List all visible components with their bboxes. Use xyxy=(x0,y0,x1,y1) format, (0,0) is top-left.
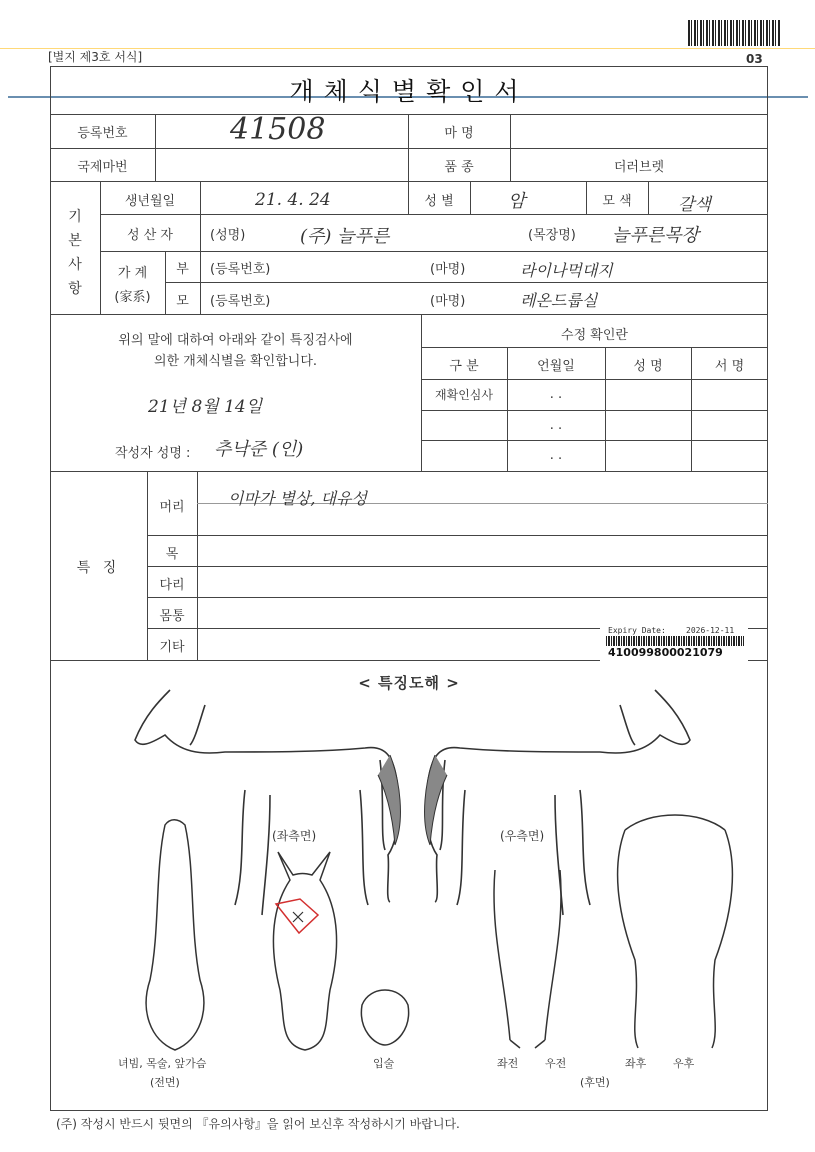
features-section-label: 특 징 xyxy=(76,560,121,576)
dam-reg-label: (등록번호) xyxy=(210,294,271,309)
dob-value: 21. 4. 24 xyxy=(255,190,331,210)
color-value: 갈색 xyxy=(678,195,711,215)
head-label: 머리 xyxy=(159,500,185,515)
sex-label: 성 별 xyxy=(424,194,454,209)
author-label: 작성자 성명 : xyxy=(115,446,191,461)
dam-name-value: 레온드룹실 xyxy=(520,291,598,310)
col-sign: 서 명 xyxy=(714,359,745,374)
intl-no-label: 국제마번 xyxy=(77,160,128,175)
label-left-side: (좌측면) xyxy=(272,829,317,843)
breed-label: 품 종 xyxy=(444,160,474,175)
horse-name-label: 마 명 xyxy=(444,126,474,141)
row3-date: . . xyxy=(549,448,563,463)
breed-value: 더러브렛 xyxy=(613,160,665,175)
diagram-title: < 특징도해 > xyxy=(358,674,460,692)
label-rear-right: 우후 xyxy=(673,1057,695,1070)
label-rear-view: (후면) xyxy=(580,1076,610,1089)
producer-label: 성 산 자 xyxy=(127,228,173,243)
label-right-side: (우측면) xyxy=(500,829,545,843)
reg-no-label: 등록번호 xyxy=(77,126,128,141)
col-name: 성 명 xyxy=(633,359,663,374)
farm-value: 늘푸른목장 xyxy=(612,225,699,246)
sex-value: 암 xyxy=(508,191,526,212)
lineage-label: 가 계 xyxy=(117,266,148,281)
label-lips: 입술 xyxy=(373,1057,395,1070)
revision-title: 수정 확인란 xyxy=(561,328,628,343)
expiry-value: 2026-12-11 xyxy=(686,626,735,635)
expiry-label: Expiry Date: xyxy=(608,626,666,635)
neck-label: 목 xyxy=(165,547,179,562)
page-title: 개체식별확인서 xyxy=(289,77,529,106)
reg-no-value: 41508 xyxy=(230,112,326,147)
producer-name-label: (성명) xyxy=(210,228,246,243)
row1-date: . . xyxy=(549,387,563,402)
producer-name-value: (주) 늘푸른 xyxy=(300,226,390,247)
lineage-hanja: (家系) xyxy=(114,290,151,305)
author-value: 추낙준 (인) xyxy=(214,439,304,460)
other-label: 기타 xyxy=(159,640,185,655)
head-value: 이마가 별상, 대유성 xyxy=(228,489,367,508)
sticker-code: 410099800021079 xyxy=(608,646,723,659)
color-label: 모 색 xyxy=(602,194,632,209)
sire-reg-label: (등록번호) xyxy=(210,262,271,277)
statement-line1: 위의 말에 대하여 아래와 같이 특징검사에 xyxy=(118,333,353,348)
dam-name-label: (마명) xyxy=(430,294,466,309)
body-label: 몸통 xyxy=(159,609,185,624)
label-front-view: (전면) xyxy=(150,1076,180,1089)
row1-label: 재확인심사 xyxy=(435,388,493,402)
footnote: (주) 작성시 반드시 뒷면의 『유의사항』을 읽어 보신후 작성하시기 바랍니다. xyxy=(56,1117,460,1131)
statement-line2: 의한 개체식별을 확인합니다. xyxy=(153,354,318,369)
page-number: 03 xyxy=(746,52,763,66)
label-rear-left: 좌후 xyxy=(625,1057,647,1070)
label-front-right: 우전 xyxy=(545,1057,567,1070)
row2-date: . . xyxy=(549,418,563,433)
form-label: [별지 제3호 서식] xyxy=(48,50,143,64)
dam-label: 모 xyxy=(176,294,189,309)
col-date: 언월일 xyxy=(537,359,575,374)
sire-label: 부 xyxy=(176,262,189,277)
basic-section-label: 기 본 사 항 xyxy=(68,209,82,297)
dob-label: 생년월일 xyxy=(124,194,176,209)
sire-name-value: 라이나먹대지 xyxy=(520,261,613,280)
sire-name-label: (마명) xyxy=(430,262,466,277)
legs-label: 다리 xyxy=(159,578,185,593)
label-front-parts: 녀빔, 목술, 앞가슴 xyxy=(118,1057,207,1070)
farm-label: (목장명) xyxy=(528,228,576,243)
confirm-date: 21년 8월 14일 xyxy=(148,397,263,417)
col-category: 구 분 xyxy=(449,359,479,374)
label-front-left: 좌전 xyxy=(497,1057,519,1070)
